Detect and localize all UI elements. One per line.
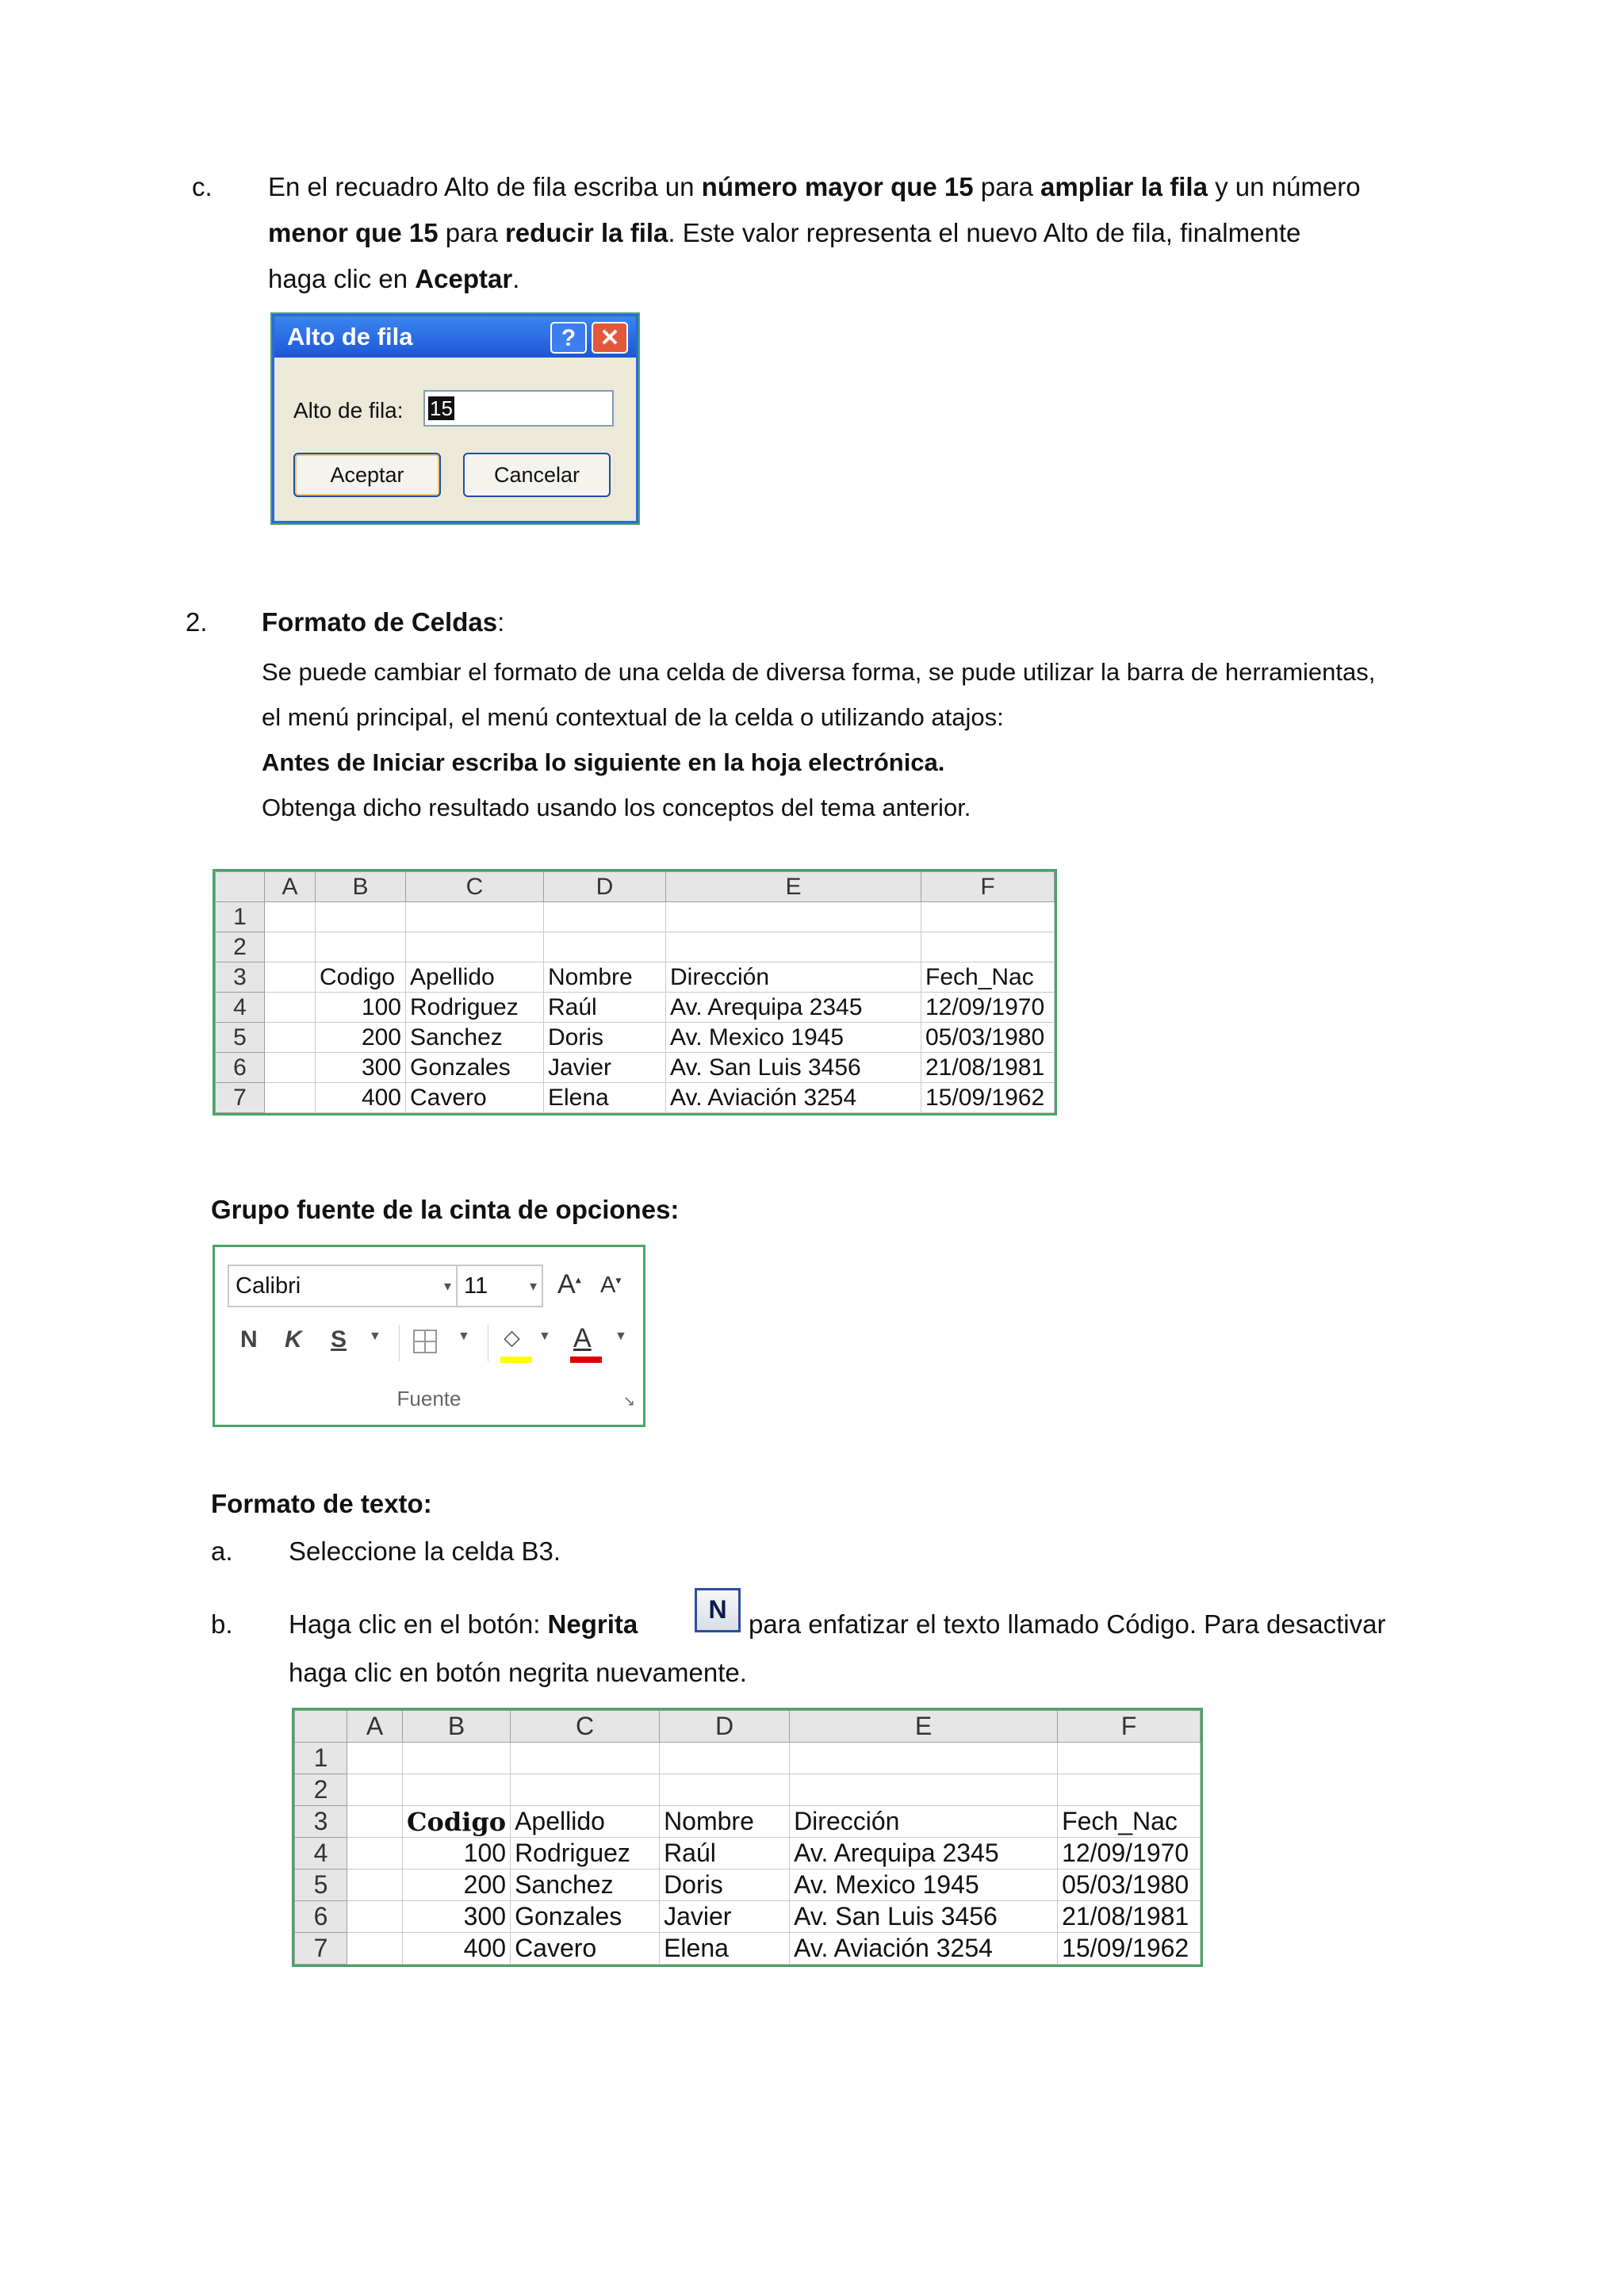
- cell-c5[interactable]: Sanchez: [406, 1023, 544, 1053]
- underline-button[interactable]: S: [331, 1326, 347, 1353]
- cell-a3[interactable]: [265, 962, 316, 993]
- cell-f3[interactable]: Fech_Nac: [921, 962, 1055, 993]
- column-header-f[interactable]: F: [1058, 1711, 1201, 1743]
- cell-f1[interactable]: [921, 902, 1055, 932]
- cell-f1[interactable]: [1058, 1743, 1201, 1774]
- cell-d5[interactable]: Doris: [660, 1869, 790, 1901]
- cell-d7[interactable]: Elena: [660, 1933, 790, 1965]
- cell-e2[interactable]: [666, 932, 921, 962]
- bold-button-icon: N: [695, 1588, 741, 1632]
- chevron-down-icon[interactable]: ▼: [369, 1330, 381, 1343]
- column-header-b[interactable]: B: [316, 872, 406, 902]
- item-c-line2: menor que 15 para reducir la fila. Este valor representa el nuevo Alto de fila, finalmente: [268, 218, 1301, 247]
- cell-e7[interactable]: Av. Aviación 3254: [790, 1933, 1058, 1965]
- cell-d5[interactable]: Doris: [544, 1023, 666, 1053]
- font-size-select[interactable]: 11 ▾: [456, 1265, 543, 1307]
- font-group-heading: Grupo fuente de la cinta de opciones:: [211, 1195, 680, 1224]
- font-name-select[interactable]: Calibri ▾: [228, 1265, 458, 1307]
- close-button[interactable]: ✕: [592, 322, 628, 354]
- table-row: [216, 902, 1055, 932]
- cell-d6[interactable]: Javier: [544, 1053, 666, 1083]
- table-row: [216, 962, 1055, 993]
- cell-b3[interactable]: Codigo: [403, 1806, 511, 1838]
- cell-b5[interactable]: 200: [316, 1023, 406, 1053]
- cell-d4[interactable]: Raúl: [660, 1838, 790, 1869]
- row-header[interactable]: 2: [216, 932, 265, 962]
- cell-c6[interactable]: Gonzales: [511, 1901, 660, 1933]
- cell-f4[interactable]: 12/09/1970: [921, 993, 1055, 1023]
- cell-a1[interactable]: [347, 1743, 403, 1774]
- bold-button[interactable]: N: [240, 1326, 258, 1353]
- cell-b6[interactable]: 300: [316, 1053, 406, 1083]
- table-row: [216, 1023, 1055, 1053]
- dialog-launcher-icon[interactable]: ↘: [622, 1393, 635, 1409]
- table-row: [216, 1083, 1055, 1113]
- section-2-heading: Formato de Celdas:: [262, 607, 505, 637]
- cell-e5[interactable]: Av. Mexico 1945: [790, 1869, 1058, 1901]
- cell-f6[interactable]: 21/08/1981: [1058, 1901, 1201, 1933]
- cell-c6[interactable]: Gonzales: [406, 1053, 544, 1083]
- spreadsheet-grid-bold: [294, 1710, 1201, 1965]
- cell-f2[interactable]: [1058, 1774, 1201, 1806]
- cell-f7[interactable]: 15/09/1962: [1058, 1933, 1201, 1965]
- font-group-panel: [213, 1245, 645, 1427]
- cell-e6[interactable]: Av. San Luis 3456: [790, 1901, 1058, 1933]
- shrink-font-button[interactable]: A▾: [600, 1272, 622, 1298]
- select-all-corner[interactable]: [216, 872, 265, 902]
- cell-c2[interactable]: [406, 932, 544, 962]
- separator: [399, 1325, 400, 1361]
- cell-d7[interactable]: Elena: [544, 1083, 666, 1113]
- cell-b5[interactable]: 200: [403, 1869, 511, 1901]
- cell-a5[interactable]: [347, 1869, 403, 1901]
- section-2-line1: Se puede cambiar el formato de una celda de diversa forma, se pude utilizar la barra de herramientas,: [262, 658, 1376, 686]
- cell-d2[interactable]: [660, 1774, 790, 1806]
- row-header[interactable]: 2: [295, 1774, 347, 1806]
- row-header[interactable]: 5: [216, 1023, 265, 1053]
- select-all-corner[interactable]: [295, 1711, 347, 1743]
- section-2-line2: el menú principal, el menú contextual de la celda o utilizando atajos:: [262, 703, 1004, 731]
- column-header-c[interactable]: C: [406, 872, 544, 902]
- chevron-down-icon[interactable]: ▼: [538, 1330, 551, 1343]
- table-row: [216, 932, 1055, 962]
- row-header[interactable]: 1: [216, 902, 265, 932]
- cell-d1[interactable]: [544, 902, 666, 932]
- step-b-line2: haga clic en botón negrita nuevamente.: [289, 1658, 747, 1687]
- cell-c4[interactable]: Rodriguez: [406, 993, 544, 1023]
- table-row: [216, 993, 1055, 1023]
- cell-e4[interactable]: Av. Arequipa 2345: [790, 1838, 1058, 1869]
- cell-c5[interactable]: Sanchez: [511, 1869, 660, 1901]
- grow-font-button[interactable]: A▴: [557, 1269, 581, 1299]
- cell-d1[interactable]: [660, 1743, 790, 1774]
- row-header[interactable]: 4: [295, 1838, 347, 1869]
- step-a-marker: a.: [211, 1536, 233, 1566]
- cell-e1[interactable]: [790, 1743, 1058, 1774]
- cell-d4[interactable]: Raúl: [544, 993, 666, 1023]
- cancel-button[interactable]: Cancelar: [463, 453, 611, 497]
- cell-f7[interactable]: 15/09/1962: [921, 1083, 1055, 1113]
- cell-b3[interactable]: Codigo: [316, 962, 406, 993]
- table-row: [295, 1806, 1201, 1838]
- row-header[interactable]: 7: [216, 1083, 265, 1113]
- cell-b2[interactable]: [316, 932, 406, 962]
- dialog-title: Alto de fila: [274, 316, 636, 358]
- font-color-swatch: [570, 1357, 602, 1363]
- row-height-value: 15: [430, 396, 453, 420]
- row-header[interactable]: 1: [295, 1743, 347, 1774]
- cell-f5[interactable]: 05/03/1980: [1058, 1869, 1201, 1901]
- cell-c4[interactable]: Rodriguez: [511, 1838, 660, 1869]
- row-header[interactable]: 7: [295, 1933, 347, 1965]
- row-height-dialog: [272, 314, 638, 523]
- cell-a5[interactable]: [265, 1023, 316, 1053]
- cell-b7[interactable]: 400: [316, 1083, 406, 1113]
- spreadsheet-example-2: [292, 1708, 1203, 1967]
- row-header[interactable]: 3: [295, 1806, 347, 1838]
- cell-b7[interactable]: 400: [403, 1933, 511, 1965]
- fill-color-icon[interactable]: ⬦: [504, 1325, 520, 1351]
- cell-e3[interactable]: Dirección: [790, 1806, 1058, 1838]
- step-b-line1-start: Haga clic en el botón: Negrita: [289, 1609, 638, 1639]
- cell-c3[interactable]: Apellido: [511, 1806, 660, 1838]
- help-button[interactable]: ?: [550, 322, 587, 354]
- cell-c3[interactable]: Apellido: [406, 962, 544, 993]
- table-row: [295, 1774, 1201, 1806]
- cell-b4[interactable]: 100: [316, 993, 406, 1023]
- row-header[interactable]: 6: [216, 1053, 265, 1083]
- cell-c2[interactable]: [511, 1774, 660, 1806]
- cell-f6[interactable]: 21/08/1981: [921, 1053, 1055, 1083]
- table-row: [295, 1901, 1201, 1933]
- chevron-down-icon: ▾: [443, 1278, 451, 1294]
- italic-button[interactable]: K: [285, 1326, 302, 1353]
- cell-f4[interactable]: 12/09/1970: [1058, 1838, 1201, 1869]
- chevron-down-icon[interactable]: ▼: [615, 1330, 627, 1343]
- accept-button[interactable]: Aceptar: [293, 453, 441, 497]
- cell-a6[interactable]: [347, 1901, 403, 1933]
- cell-f2[interactable]: [921, 932, 1055, 962]
- item-c-line3: haga clic en Aceptar.: [268, 264, 520, 293]
- cell-a4[interactable]: [265, 993, 316, 1023]
- cell-a3[interactable]: [347, 1806, 403, 1838]
- cell-f5[interactable]: 05/03/1980: [921, 1023, 1055, 1053]
- cell-b6[interactable]: 300: [403, 1901, 511, 1933]
- cell-e2[interactable]: [790, 1774, 1058, 1806]
- column-header-d[interactable]: D: [660, 1711, 790, 1743]
- cell-e5[interactable]: Av. Mexico 1945: [666, 1023, 921, 1053]
- section-2-line4: Obtenga dicho resultado usando los conceptos del tema anterior.: [262, 794, 971, 821]
- table-row: [295, 1933, 1201, 1965]
- cell-a1[interactable]: [265, 902, 316, 932]
- column-header-b[interactable]: B: [403, 1711, 511, 1743]
- cell-a7[interactable]: [347, 1933, 403, 1965]
- cell-d6[interactable]: Javier: [660, 1901, 790, 1933]
- row-height-label: Alto de fila:: [293, 398, 404, 423]
- table-row: [295, 1838, 1201, 1869]
- cell-b1[interactable]: [403, 1743, 511, 1774]
- cell-b4[interactable]: 100: [403, 1838, 511, 1869]
- borders-icon[interactable]: [413, 1330, 437, 1353]
- section-2-number: 2.: [186, 607, 208, 637]
- cell-a6[interactable]: [265, 1053, 316, 1083]
- row-header[interactable]: 4: [216, 993, 265, 1023]
- chevron-down-icon: ▾: [529, 1278, 537, 1294]
- column-header-row: [216, 872, 1055, 902]
- step-b-line1-end: para enfatizar el texto llamado Código. Para desactivar: [749, 1609, 1386, 1639]
- cell-e4[interactable]: Av. Arequipa 2345: [666, 993, 921, 1023]
- cell-c7[interactable]: Cavero: [406, 1083, 544, 1113]
- cell-a2[interactable]: [347, 1774, 403, 1806]
- cell-c7[interactable]: Cavero: [511, 1933, 660, 1965]
- row-height-input[interactable]: [423, 390, 614, 427]
- cell-a2[interactable]: [265, 932, 316, 962]
- column-header-row: [295, 1711, 1201, 1743]
- section-2-body: [262, 649, 1375, 830]
- cell-d3[interactable]: Nombre: [544, 962, 666, 993]
- column-header-a[interactable]: A: [347, 1711, 403, 1743]
- item-c-line1: En el recuadro Alto de fila escriba un número mayor que 15 para ampliar la fila y un número: [268, 172, 1361, 201]
- font-color-icon[interactable]: A: [573, 1323, 592, 1353]
- step-b-marker: b.: [211, 1609, 233, 1639]
- cell-d3[interactable]: Nombre: [660, 1806, 790, 1838]
- cell-f3[interactable]: Fech_Nac: [1058, 1806, 1201, 1838]
- cell-b2[interactable]: [403, 1774, 511, 1806]
- table-row: [295, 1743, 1201, 1774]
- spreadsheet-grid: [215, 871, 1055, 1113]
- row-header[interactable]: 3: [216, 962, 265, 993]
- fill-color-swatch: [500, 1357, 532, 1363]
- column-header-e[interactable]: E: [666, 872, 921, 902]
- cell-e1[interactable]: [666, 902, 921, 932]
- cell-c1[interactable]: [406, 902, 544, 932]
- cell-e6[interactable]: Av. San Luis 3456: [666, 1053, 921, 1083]
- column-header-d[interactable]: D: [544, 872, 666, 902]
- cell-a7[interactable]: [265, 1083, 316, 1113]
- item-c-paragraph: [268, 164, 1431, 302]
- table-row: [295, 1869, 1201, 1901]
- step-a-text: Seleccione la celda B3.: [289, 1536, 561, 1566]
- column-header-c[interactable]: C: [511, 1711, 660, 1743]
- cell-b1[interactable]: [316, 902, 406, 932]
- spreadsheet-example-1: [213, 869, 1057, 1115]
- cell-c1[interactable]: [511, 1743, 660, 1774]
- cell-d2[interactable]: [544, 932, 666, 962]
- column-header-f[interactable]: F: [921, 872, 1055, 902]
- column-header-a[interactable]: A: [265, 872, 316, 902]
- cell-e3[interactable]: Dirección: [666, 962, 921, 993]
- cell-a4[interactable]: [347, 1838, 403, 1869]
- cell-e7[interactable]: Av. Aviación 3254: [666, 1083, 921, 1113]
- item-c-marker: c.: [192, 172, 213, 201]
- section-2-instruction: Antes de Iniciar escriba lo siguiente en la hoja electrónica.: [262, 748, 945, 776]
- row-header[interactable]: 6: [295, 1901, 347, 1933]
- row-header[interactable]: 5: [295, 1869, 347, 1901]
- font-group-label: Fuente: [396, 1387, 462, 1410]
- table-row: [216, 1053, 1055, 1083]
- column-header-e[interactable]: E: [790, 1711, 1058, 1743]
- text-format-heading: Formato de texto:: [211, 1489, 432, 1518]
- chevron-down-icon[interactable]: ▼: [458, 1330, 470, 1343]
